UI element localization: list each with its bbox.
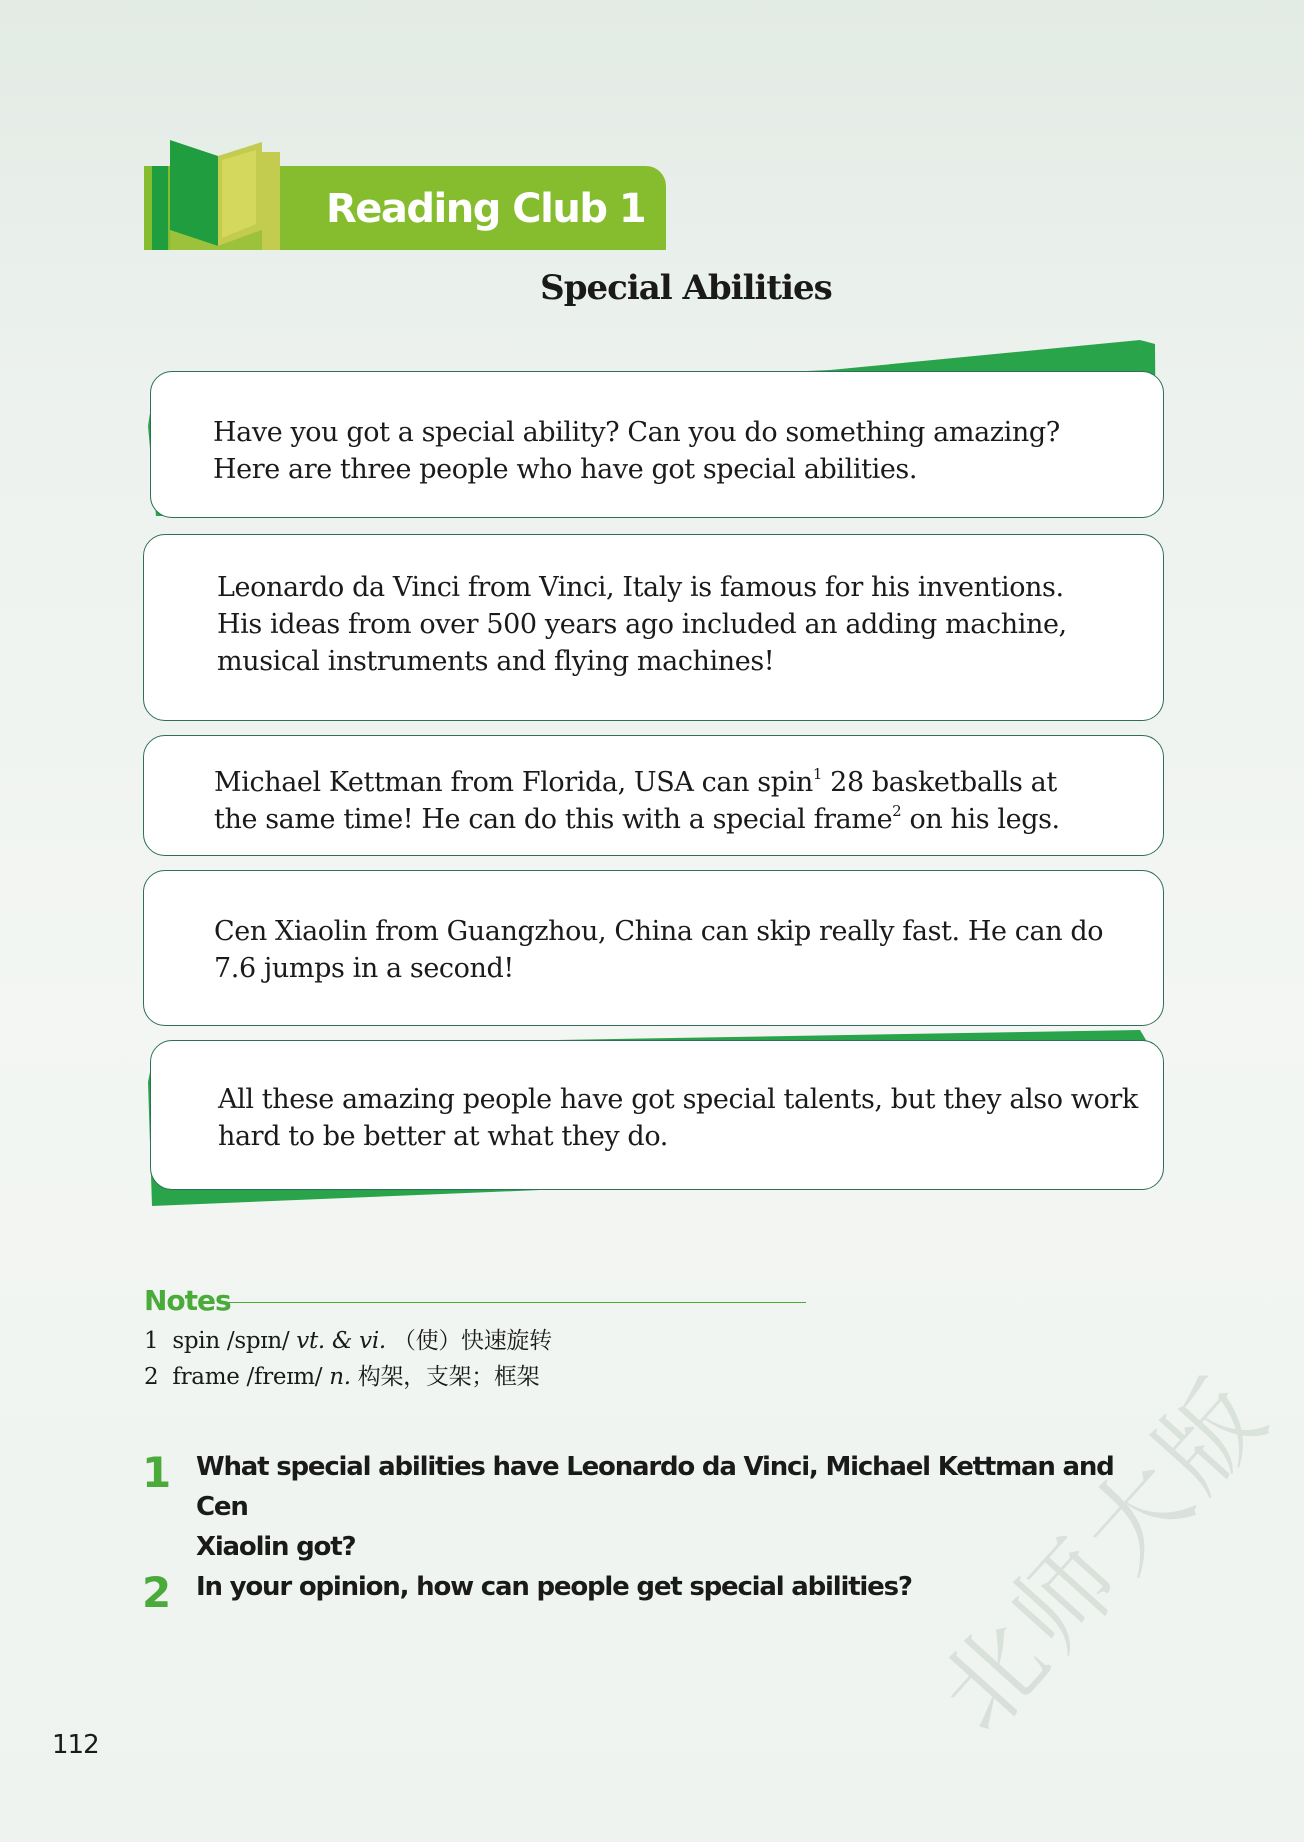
michael-line-2: the same time! He can do this with a special frame$^2$ on his legs. bbox=[214, 802, 1060, 835]
banner-title: Reading Club 1 bbox=[326, 186, 646, 232]
leonardo-line-1: Leonardo da Vinci from Vinci, Italy is famous for his inventions. bbox=[217, 572, 1064, 603]
notes-divider bbox=[224, 1302, 806, 1303]
intro-line-1: Have you got a special ability? Can you do something amazing? bbox=[213, 417, 1060, 448]
leonardo-line-3: musical instruments and flying machines! bbox=[217, 646, 775, 677]
note-item-1: 1 spin /spɪn/ vt. & vi. （使）快速旋转 bbox=[144, 1328, 552, 1354]
page-number: 112 bbox=[52, 1730, 99, 1760]
footnote-ref-2: 2 bbox=[892, 802, 902, 820]
section-banner bbox=[144, 138, 666, 250]
cen-line-2: 7.6 jumps in a second! bbox=[214, 953, 514, 984]
michael-card bbox=[143, 735, 1164, 856]
cen-line-1: Cen Xiaolin from Guangzhou, China can skip really fast. He can do bbox=[214, 916, 1104, 947]
intro-line-2: Here are three people who have got special abilities. bbox=[213, 454, 918, 485]
leonardo-card bbox=[143, 534, 1164, 721]
question-1: What special abilities have Leonardo da Vinci, Michael Kettman and Cen Xiaolin got? bbox=[196, 1452, 1114, 1562]
notes-label: Notes bbox=[144, 1284, 231, 1317]
cen-card bbox=[143, 870, 1164, 1026]
page-title: Special Abilities bbox=[540, 268, 832, 308]
question-number-2: 2 bbox=[142, 1568, 172, 1617]
conclusion-card bbox=[150, 1040, 1164, 1190]
open-book-icon bbox=[144, 138, 284, 250]
question-2: In your opinion, how can people get special abilities? bbox=[196, 1572, 912, 1602]
michael-line-1: Michael Kettman from Florida, USA can spin$^1$ 28 basketballs at bbox=[214, 765, 1057, 798]
conclusion-line-2: hard to be better at what they do. bbox=[218, 1121, 668, 1152]
question-number-1: 1 bbox=[142, 1448, 172, 1497]
conclusion-line-1: All these amazing people have got special talents, but they also work bbox=[218, 1084, 1138, 1115]
intro-card bbox=[150, 371, 1164, 518]
footnote-ref-1: 1 bbox=[812, 765, 822, 783]
note-item-2: 2 frame /freɪm/ n. 构架，支架；框架 bbox=[144, 1364, 540, 1390]
publisher-watermark: 北师大版 bbox=[916, 1353, 1293, 1754]
leonardo-line-2: His ideas from over 500 years ago included an adding machine, bbox=[217, 609, 1067, 640]
